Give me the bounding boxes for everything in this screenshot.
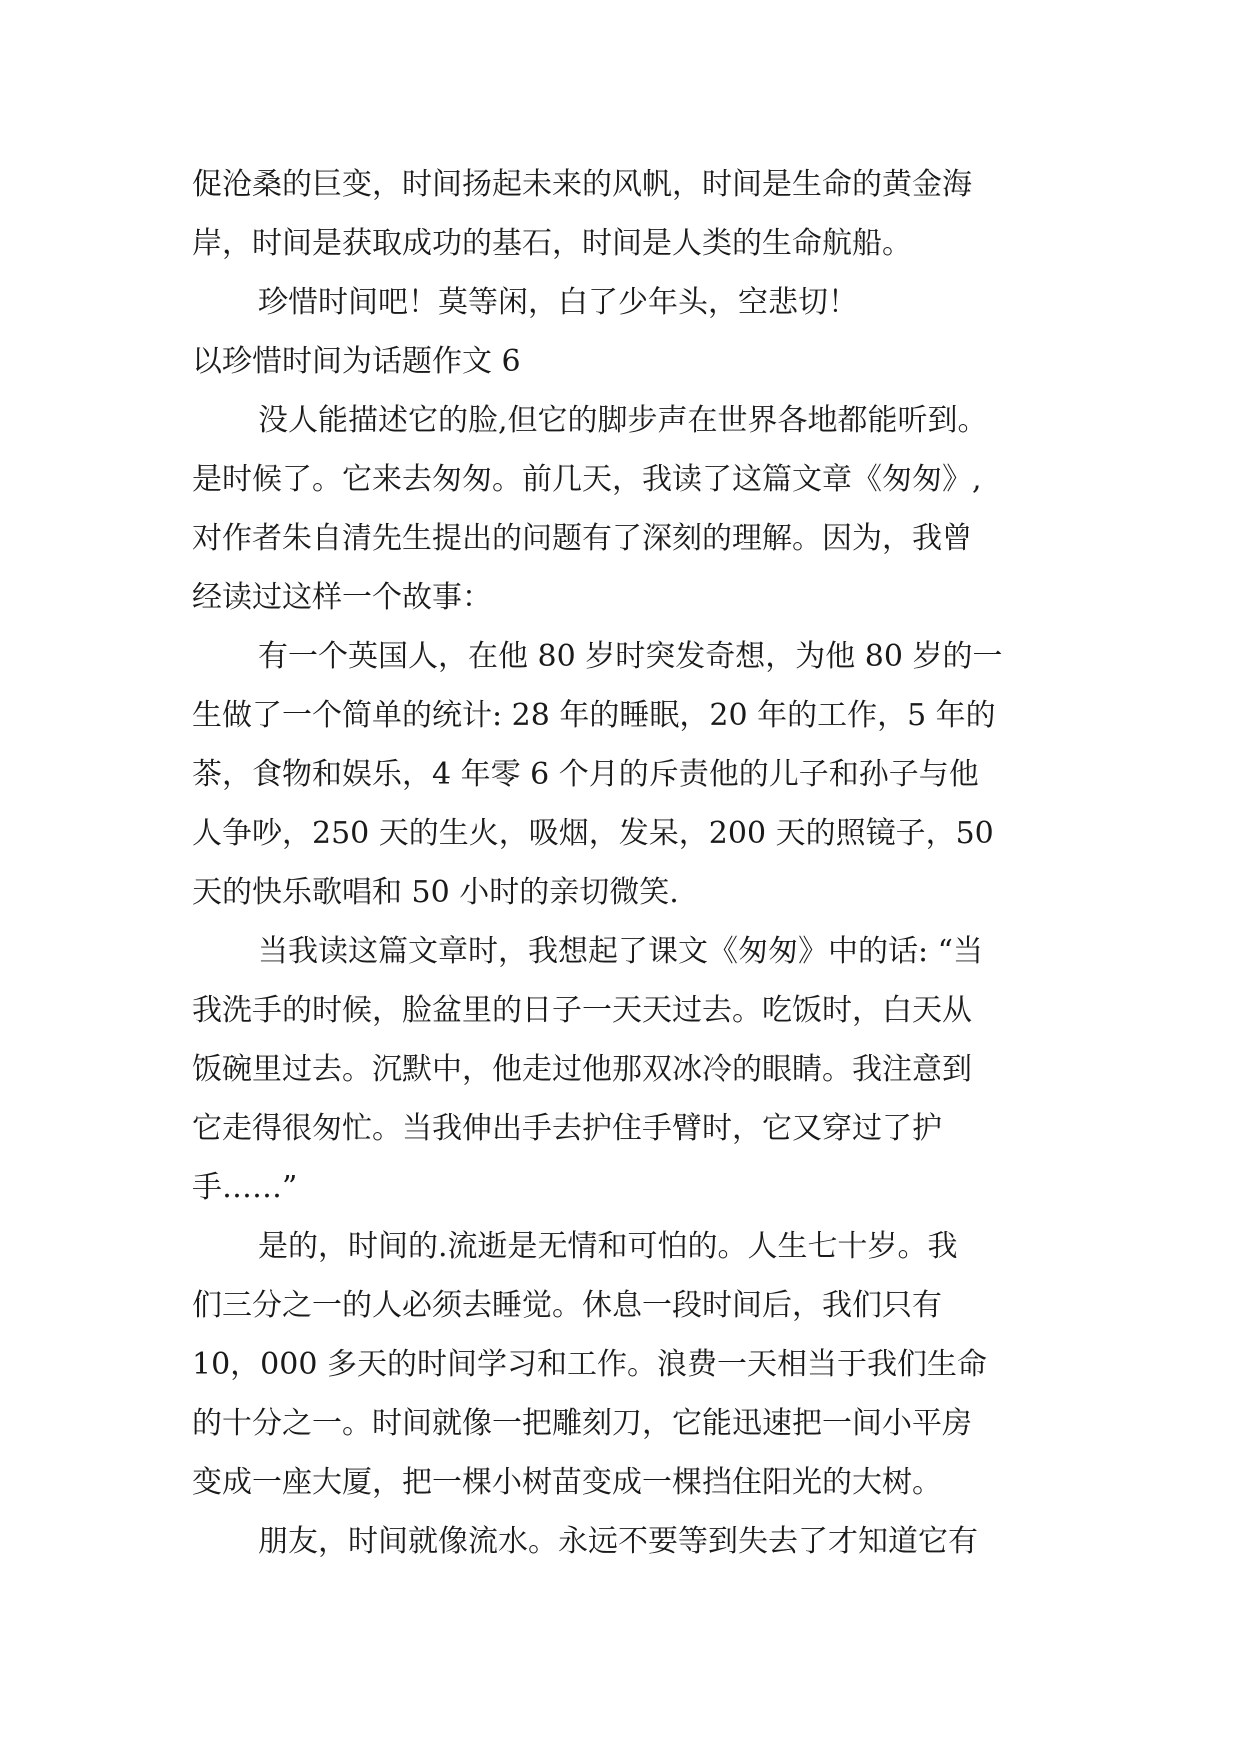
paragraph-line: 饭碗里过去。沉默中，他走过他那双冰冷的眼睛。我注意到 [192,1052,972,1087]
paragraph-line: 茶，食物和娱乐，4 年零 6 个月的斥责他的儿子和孙子与他 [192,757,979,792]
paragraph-line: 10，000 多天的时间学习和工作。浪费一天相当于我们生命 [192,1347,987,1382]
paragraph-line: 朋友，时间就像流水。永远不要等到失去了才知道它有 [258,1524,978,1559]
paragraph-line: 手……” [192,1170,298,1205]
paragraph-line: 珍惜时间吧！莫等闲，白了少年头，空悲切！ [258,285,858,320]
section-heading: 以珍惜时间为话题作文 6 [192,344,521,379]
paragraph-line: 是的，时间的.流逝是无情和可怕的。人生七十岁。我 [258,1229,958,1264]
paragraph-line: 没人能描述它的脸,但它的脚步声在世界各地都能听到。 [258,403,988,438]
paragraph-line: 我洗手的时候，脸盆里的日子一天天过去。吃饭时，白天从 [192,993,972,1028]
paragraph-line: 促沧桑的巨变，时间扬起未来的风帆，时间是生命的黄金海 [192,167,972,202]
paragraph-line: 变成一座大厦，把一棵小树苗变成一棵挡住阳光的大树。 [192,1465,942,1500]
paragraph-line: 它走得很匆忙。当我伸出手去护住手臂时，它又穿过了护 [192,1111,942,1146]
paragraph-line: 岸，时间是获取成功的基石，时间是人类的生命航船。 [192,226,912,261]
paragraph-line: 当我读这篇文章时，我想起了课文《匆匆》中的话: “当 [258,934,983,969]
paragraph-line: 生做了一个简单的统计: 28 年的睡眠，20 年的工作，5 年的 [192,698,996,733]
paragraph-line: 天的快乐歌唱和 50 小时的亲切微笑. [192,875,679,910]
paragraph-line: 经读过这样一个故事： [192,580,492,615]
document-body [192,155,1052,1571]
paragraph-line: 人争吵，250 天的生火，吸烟，发呆，200 天的照镜子，50 [192,816,994,851]
paragraph-line: 的十分之一。时间就像一把雕刻刀，它能迅速把一间小平房 [192,1406,972,1441]
paragraph-line: 对作者朱自清先生提出的问题有了深刻的理解。因为，我曾 [192,521,972,556]
paragraph-line: 有一个英国人，在他 80 岁时突发奇想，为他 80 岁的一 [258,639,1003,674]
paragraph-line: 们三分之一的人必须去睡觉。休息一段时间后，我们只有 [192,1288,942,1323]
paragraph-line: 是时候了。它来去匆匆。前几天，我读了这篇文章《匆匆》, [192,462,982,497]
